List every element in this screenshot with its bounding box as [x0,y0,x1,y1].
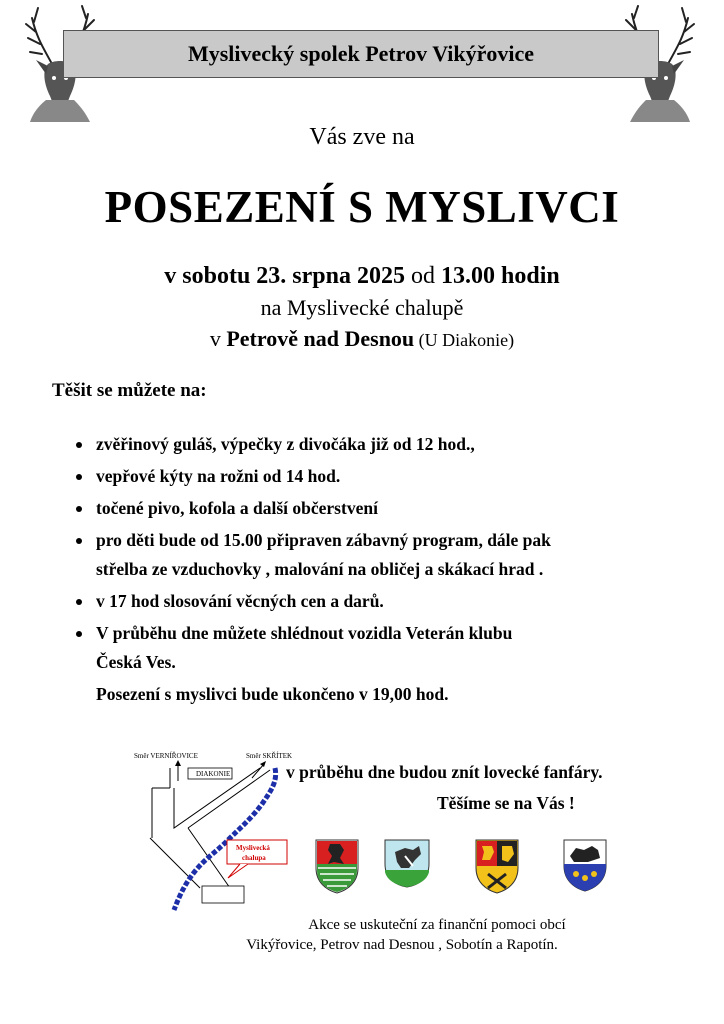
place-line [0,326,724,352]
program-list [72,430,692,709]
footer-line-2: Vikýřovice, Petrov nad Desnou , Sobotín a Rapotín. [246,937,558,953]
list-item-continuation: Česká Ves. [96,652,176,672]
map-label-skritek: Směr SKŘÍTEK [246,752,293,760]
chalupa-building [202,886,244,903]
lion-hammers-crest-icon [474,838,520,894]
program-heading: Těšit se můžete na: [52,380,207,401]
arrow-head-icon [175,760,181,766]
banner-title: Myslivecký spolek Petrov Vikýřovice [187,41,535,66]
date-connector: od [405,263,441,289]
road-line [150,768,270,888]
list-item: V průběhu dne můžete shlédnout vozidla Veterán klubu [72,619,692,648]
event-title: POSEZENÍ S MYSLIVCI [104,182,620,232]
list-item: vepřové kýty na rožni od 14 hod. [72,462,692,491]
map-label-chalupa-2: chalupa [242,854,266,862]
arrow-head-icon [260,761,266,767]
list-item: zvěřinový guláš, výpečky z divočáka již od 12 hod., [72,430,692,459]
invite-text: Vás zve na [309,124,415,150]
footer-line-1: Akce se uskuteční za finanční pomoci obcí [308,917,566,933]
lion-crest-icon [314,838,360,894]
header-banner [63,30,659,78]
map-label-chalupa-1: Myslivecká [236,844,270,852]
list-item: v 17 hod slosování věcných cen a darů. [72,587,692,616]
fanfare-note: v průběhu dne budou znít lovecké fanfáry. [286,762,603,782]
road-line [152,768,170,838]
list-item: točené pivo, kofola a další občerstvení [72,494,692,523]
venue-line: na Myslivecké chalupě [260,295,464,320]
dog-crest-icon [383,838,431,888]
location-map [130,748,310,918]
callout-pointer [228,864,248,878]
date-line [0,263,724,290]
place-note: (U Diakonie) [414,330,515,350]
time-text: 13.00 hodin [441,263,560,289]
wolf-crest-icon [562,838,608,892]
list-item-continuation: střelba ze vzduchovky , malování na obličej a skákací hrad . [96,559,544,579]
closing-note: Posezení s myslivci bude ukončeno v 19,00 hod. [96,684,449,704]
map-label-diakonie: DIAKONIE [196,770,231,778]
date-text: v sobotu 23. srpna 2025 [164,263,405,289]
closing-greeting: Těšíme se na Vás ! [437,793,575,813]
place-prefix: v [209,326,227,351]
place-name: Petrově nad Desnou [226,326,415,351]
list-item: pro děti bude od 15.00 připraven zábavný program, dále pak [72,526,692,555]
map-label-vernirovice: Směr VERNÍŘOVICE [134,752,198,760]
